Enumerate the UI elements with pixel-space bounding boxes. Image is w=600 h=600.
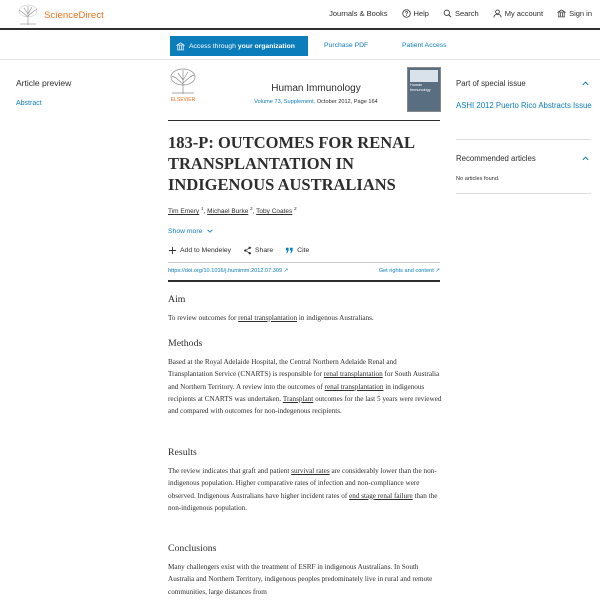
section-text: Based at the Royal Adelaide Hospital, the Central Northern Adelaide Renal and Transplantation Service (CNARTS) is responsible for renal transplantation for South Australia and Northern Territory. A review into the outcomes of renal transplantation in indigenous recipients at CNARTS was undertaken. Transplant outcomes for the last 5 years were reviewed and compared with outcomes for non-indegenous recipients. <box>168 358 442 416</box>
section-aim <box>168 294 443 324</box>
author-affiliation[interactable]: 2 <box>294 206 297 211</box>
chevron-down-icon <box>206 227 214 235</box>
no-articles-message: No articles found. <box>456 176 500 182</box>
nav-search[interactable]: Search <box>443 9 479 18</box>
nav-sign-in[interactable]: Sign in <box>557 9 592 18</box>
recommended-articles-heading[interactable]: Recommended articles <box>456 154 536 163</box>
section-heading: Results <box>168 447 197 458</box>
chevron-up-icon[interactable] <box>581 79 590 88</box>
divider <box>168 120 440 121</box>
divider <box>168 280 440 282</box>
nav-journals-books[interactable]: Journals & Books <box>329 9 388 18</box>
abstract-link[interactable]: Abstract <box>16 100 42 107</box>
section-text: Many challengers exist with the treatment of ESRF in indigenous Australians. In South Australia and Northern Territory, indigenous peoples predominately live in rural and remote communities, large distances from <box>168 563 433 596</box>
patient-access-link[interactable]: Patient Access <box>402 42 447 49</box>
elsevier-logo[interactable] <box>168 67 198 103</box>
get-rights-link[interactable]: Get rights and content ↗ <box>378 268 440 274</box>
cite-button[interactable]: Cite <box>285 246 309 255</box>
brand-name: ScienceDirect <box>44 9 104 21</box>
divider <box>168 262 440 263</box>
chevron-up-icon[interactable] <box>581 154 590 163</box>
cover-banner <box>410 70 438 82</box>
nav-help[interactable]: Help <box>402 9 429 18</box>
share-button[interactable]: Share <box>243 246 273 255</box>
author-affiliation[interactable]: 2 <box>250 206 253 211</box>
author-link[interactable]: Michael Burke <box>207 208 249 216</box>
author-list: Tim Emery $^1$, Michael Burke $^2$, Toby Coates $^2$ <box>168 206 297 216</box>
institution-icon <box>176 42 185 51</box>
article-action-bar <box>0 31 600 60</box>
top-nav <box>315 9 592 18</box>
section-text: To review outcomes for renal transplantation in indigenous Australians. <box>168 314 374 322</box>
nav-my-account[interactable]: My account <box>493 9 543 18</box>
doi-link[interactable]: https://doi.org/10.1016/j.humimm.2012.07.309 ↗ <box>168 268 289 274</box>
volume-link[interactable]: Volume 73, Supplement, <box>254 99 316 105</box>
institution-icon <box>557 9 566 18</box>
search-icon <box>443 9 452 18</box>
special-issue-heading[interactable]: Part of special issue <box>456 79 526 88</box>
topic-link[interactable]: renal transplantation <box>323 370 383 379</box>
section-heading: Conclusions <box>168 543 217 554</box>
section-methods <box>168 338 443 417</box>
journal-issue-info <box>232 99 400 105</box>
share-icon <box>243 246 252 255</box>
section-heading: Aim <box>168 294 186 305</box>
author-affiliation[interactable]: 1 <box>201 206 204 211</box>
user-icon <box>493 9 502 18</box>
section-heading: Methods <box>168 338 203 349</box>
top-header <box>0 0 600 30</box>
topic-link[interactable]: end stage renal failure <box>349 491 413 500</box>
article-title: 183-P: OUTCOMES FOR RENAL TRANSPLANTATION IN INDIGENOUS AUSTRALIANS <box>168 133 415 194</box>
plus-icon <box>168 246 177 255</box>
elsevier-tree-icon <box>16 4 40 26</box>
topic-link[interactable]: renal transplantation <box>324 382 384 391</box>
show-more-button[interactable]: Show more <box>168 227 214 235</box>
article-preview-heading: Article preview <box>16 78 72 88</box>
topic-link[interactable]: Transplant <box>282 394 314 403</box>
topic-link[interactable]: survival rates <box>291 467 330 475</box>
sciencedirect-logo[interactable] <box>16 4 104 26</box>
help-icon <box>402 9 411 18</box>
special-issue-link[interactable]: ASHI 2012 Puerto Rico Abstracts Issue <box>456 101 592 110</box>
journal-title[interactable]: Human Immunology <box>271 83 361 94</box>
publisher-name: ELSEVIER <box>170 97 196 103</box>
section-conclusions <box>168 543 443 598</box>
article-tools <box>168 246 321 255</box>
journal-cover-image[interactable] <box>407 67 441 112</box>
section-text: The review indicates that graft and patient survival rates are considerably lower than the non-indigenous population. Higher comparative rates of infection and non-compliance were observed. Indigenous Australians have higher incident rates of end stage renal failure than the non-indigenous population. <box>168 467 438 512</box>
add-to-mendeley-button[interactable]: Add to Mendeley <box>168 246 231 255</box>
divider <box>456 193 591 194</box>
elsevier-tree-icon <box>168 67 198 103</box>
issue-date-page: October 2012, Page 164 <box>316 99 378 105</box>
quote-icon <box>285 246 294 255</box>
topic-link[interactable]: renal transplantation <box>238 314 298 322</box>
purchase-pdf-link[interactable]: Purchase PDF <box>324 42 369 49</box>
cover-title: Human Immunology <box>410 83 431 92</box>
divider <box>456 139 591 140</box>
author-link[interactable]: Tim Emery <box>168 208 200 216</box>
author-link[interactable]: Toby Coates <box>256 208 293 216</box>
access-through-organization-button[interactable]: Access through your organization <box>170 36 308 56</box>
section-results <box>168 447 443 514</box>
